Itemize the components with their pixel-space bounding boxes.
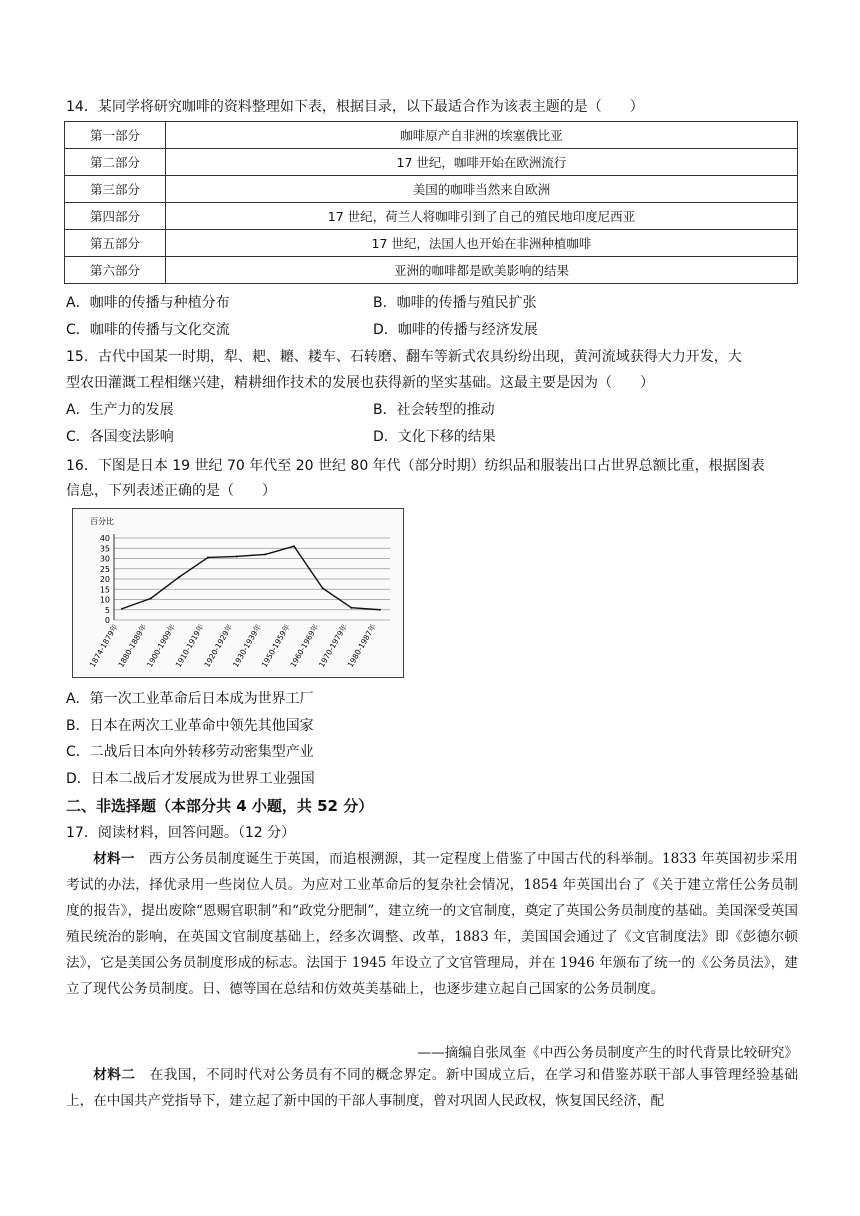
table-row xyxy=(65,257,798,284)
material-one xyxy=(66,846,798,1028)
material-two-text: 在我国，不同时代对公务员有不同的概念界定。新中国成立后，在学习和借鉴苏联干部人事管理经验基础上，在中国共产党指导下，建立起了新中国的干部人事制度，曾对巩固人民政权，恢复国民经济，配 xyxy=(66,1067,799,1109)
y-tick-label: 15 xyxy=(99,585,110,595)
x-tick-label: 1970-1979年 xyxy=(317,622,350,669)
x-tick-label: 1950-1959年 xyxy=(259,622,292,669)
table-cell-content: 17 世纪，咖啡开始在欧洲流行 xyxy=(166,149,798,176)
y-tick-label: 30 xyxy=(99,554,110,564)
q16-stem-line2: 信息，下列表述正确的是（ ） xyxy=(66,483,276,499)
table-row xyxy=(65,230,798,257)
table-row xyxy=(65,176,798,203)
table-cell-part: 第四部分 xyxy=(65,203,166,230)
material-one-label: 材料一 xyxy=(93,851,135,867)
q14-option-a: A．咖啡的传播与种植分布 xyxy=(66,295,230,311)
q14-option-d: D．咖啡的传播与经济发展 xyxy=(373,322,538,338)
data-point xyxy=(293,545,295,547)
q16-option-c: C．二战后日本向外转移劳动密集型产业 xyxy=(66,744,314,760)
q16-option-d: D．日本二战后才发展成为世界工业强国 xyxy=(66,771,315,787)
data-point xyxy=(236,555,238,557)
table-cell-part: 第二部分 xyxy=(65,149,166,176)
q16-option-b: B．日本在两次工业革命中领先其他国家 xyxy=(66,718,314,734)
q17-stem: 17．阅读材料，回答问题。（12 分） xyxy=(66,825,296,841)
data-point xyxy=(150,597,152,599)
x-tick-label: 1900-1909年 xyxy=(145,622,178,669)
data-point xyxy=(322,587,324,589)
q15-option-c: C．各国变法影响 xyxy=(66,429,174,445)
table-cell-content: 17 世纪，法国人也开始在非洲种植咖啡 xyxy=(166,230,798,257)
x-tick-label: 1960-1969年 xyxy=(288,622,321,669)
material-one-source: ——摘编自张凤奎《中西公务员制度产生的时代背景比较研究》 xyxy=(417,1045,798,1061)
table-cell-content: 17 世纪，荷兰人将咖啡引到了自己的殖民地印度尼西亚 xyxy=(166,203,798,230)
q15-option-a: A．生产力的发展 xyxy=(66,402,174,418)
y-tick-label: 35 xyxy=(99,544,110,554)
q15-option-b: B．社会转型的推动 xyxy=(373,402,495,418)
material-two-label: 材料二 xyxy=(93,1067,136,1083)
x-tick-label: 1920-1929年 xyxy=(202,622,235,669)
x-tick-label: 1980-1987年 xyxy=(345,622,378,669)
y-tick-label: 20 xyxy=(99,575,110,584)
data-point xyxy=(121,608,123,610)
table-row xyxy=(65,122,798,149)
export-share-line-chart xyxy=(72,508,404,678)
data-point xyxy=(207,556,209,558)
q16-stem-line1: 16．下图是日本 19 世纪 70 年代至 20 世纪 80 年代（部分时期）纺织品和服装出口占世界总额比重，根据图表 xyxy=(66,458,765,474)
material-one-text: 西方公务员制度诞生于英国，而追根溯源，其一定程度上借鉴了中国古代的科举制。1833 年英国初步采用考试的办法，择优录用一些岗位人员。为应对工业革命后的复杂社会情况，1854 年英国出台了《关于建立常任公务员制度的报告》，提出废除“恩赐官职制”和“政党分肥制”，建立统一的文官制度，奠定了英国公务员制度的基础。美国深受英国殖民统治的影响，在英国文官制度基础上，经多次调整、改革，1883 年，美国国会通过了《文官制度法》即《彭德尔顿法》，它是美国公务员制度形成的标志。法国于 1945 年设立了文官管理局，并在 1946 年颁布了统一的《公务员法》，建立了现代公务员制度。日、德等国在总结和仿效英美基础上，也逐步建立起自己国家的公务员制度。 xyxy=(66,851,798,997)
coffee-table xyxy=(64,121,798,284)
y-tick-label: 40 xyxy=(99,534,110,543)
material-two xyxy=(66,1062,798,1114)
table-cell-content: 美国的咖啡当然来自欧洲 xyxy=(166,176,798,203)
q15-stem-line2: 型农田灌溉工程相继兴建，精耕细作技术的发展也获得新的坚实基础。这最主要是因为（ ） xyxy=(66,375,654,391)
q14-option-c: C．咖啡的传播与文化交流 xyxy=(66,322,230,338)
x-tick-label: 1930-1939年 xyxy=(231,622,264,669)
table-cell-content: 亚洲的咖啡都是欧美影响的结果 xyxy=(166,257,798,284)
x-tick-label: 1880-1889年 xyxy=(116,622,149,669)
table-row xyxy=(65,203,798,230)
data-point xyxy=(350,607,352,609)
table-cell-part: 第六部分 xyxy=(65,257,166,284)
y-axis-label: 百分比 xyxy=(90,517,114,526)
q15-stem-line1: 15．古代中国某一时期，犁、耙、耱、耧车、石转磨、翻车等新式农具纷纷出现，黄河流域获得大力开发，大 xyxy=(66,349,742,365)
table-cell-part: 第三部分 xyxy=(65,176,166,203)
data-point xyxy=(379,609,381,611)
x-tick-label: 1910-1919年 xyxy=(173,622,206,669)
data-point xyxy=(264,553,266,555)
section-two-title: 二、非选择题（本部分共 4 小题，共 52 分） xyxy=(66,797,374,815)
x-tick-label: 1874-1879年 xyxy=(87,622,120,669)
q14-stem: 14．某同学将研究咖啡的资料整理如下表，根据目录，以下最适合作为该表主题的是（ ） xyxy=(66,99,644,115)
table-cell-part: 第一部分 xyxy=(65,122,166,149)
table-cell-part: 第五部分 xyxy=(65,230,166,257)
y-tick-label: 0 xyxy=(104,616,110,625)
y-tick-label: 25 xyxy=(99,564,110,574)
q15-option-d: D．文化下移的结果 xyxy=(373,429,496,445)
table-row xyxy=(65,149,798,176)
table-cell-content: 咖啡原产自非洲的埃塞俄比亚 xyxy=(166,122,798,149)
data-point xyxy=(178,576,180,578)
y-tick-label: 10 xyxy=(99,595,110,605)
y-tick-label: 5 xyxy=(104,605,110,615)
q16-option-a: A．第一次工业革命后日本成为世界工厂 xyxy=(66,691,314,707)
q14-option-b: B．咖啡的传播与殖民扩张 xyxy=(373,295,537,311)
